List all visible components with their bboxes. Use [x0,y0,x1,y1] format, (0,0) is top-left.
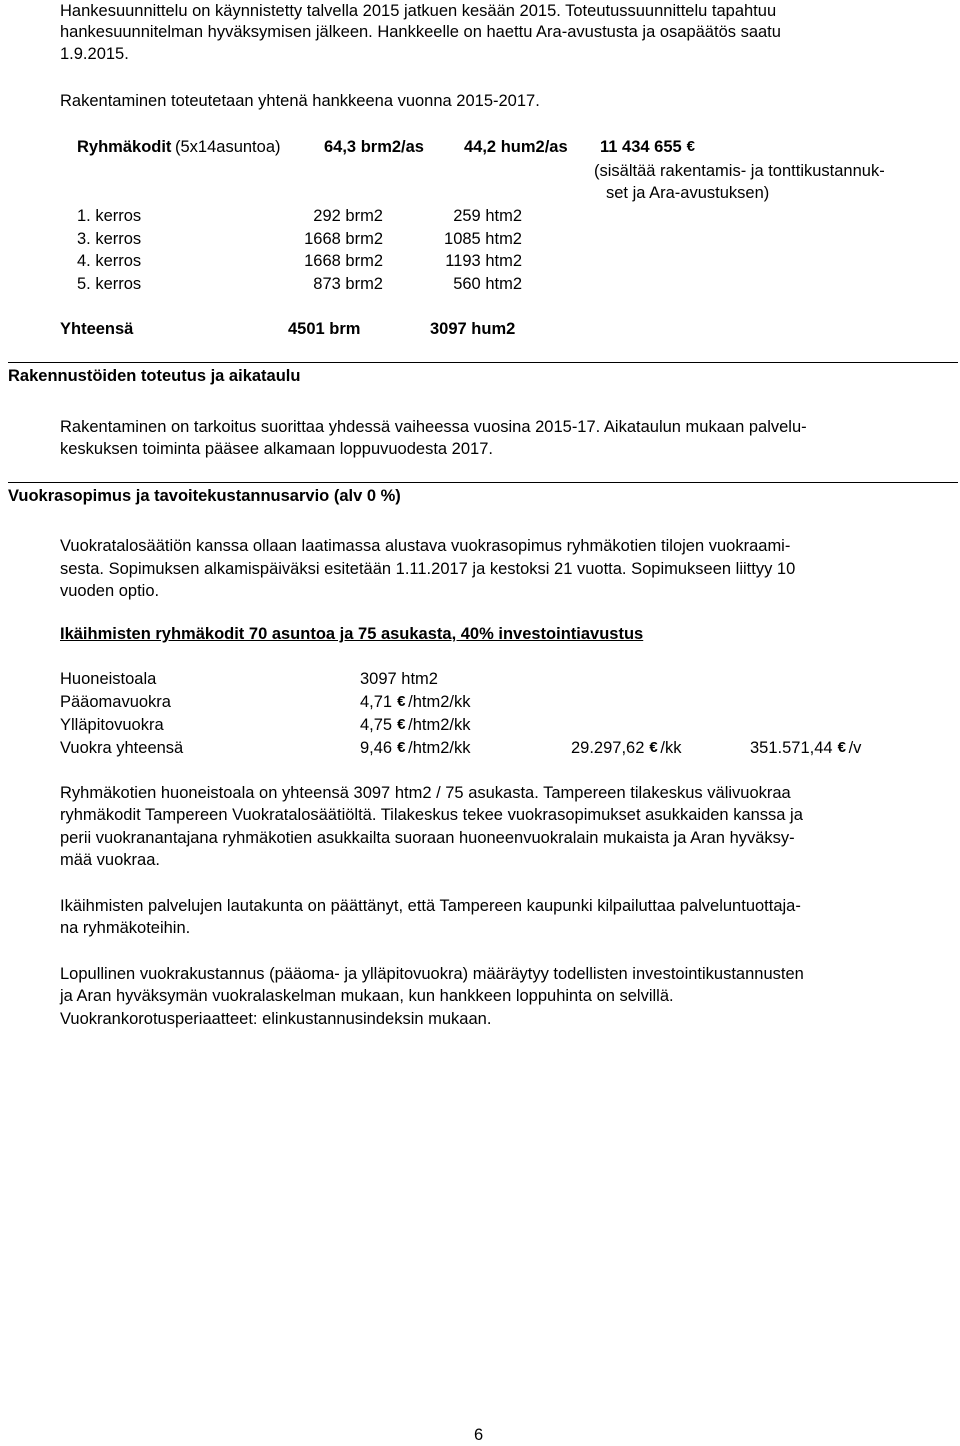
page-number: 6 [474,1426,484,1444]
vuokrasopimus-line-2: sesta. Sopimuksen alkamispäiväksi esitetään 1.11.2017 ja kestoksi 21 vuotta. Sopimukseen liittyy 10 [60,560,796,578]
ryhmakodit-label: Ryhmäkodit [77,138,172,156]
intro-line-2: hankesuunnitelman hyväksymisen jälkeen. Hankkeelle on haettu Ara-avustusta ja osapäätös saatu [60,23,781,41]
rent-row-2-value [360,691,470,713]
rakennustyot-line-2: keskuksen toiminta pääsee alkamaan loppuvuodesta 2017. [60,440,493,458]
rent-row-2-label: Pääomavuokra [60,693,171,711]
total-cost-value: 11 434 655 [600,138,682,156]
rent-row-4-label: Vuokra yhteensä [60,739,184,757]
rent-row-2-unit: /htm2/kk [408,693,471,711]
ryhmakodit-units: (5x14asuntoa) [175,138,281,156]
cost-note-line-2: set ja Ara-avustuksen) [606,184,770,202]
para3-line-1: Lopullinen vuokrakustannus (pääoma- ja ylläpitovuokra) määräytyy todellisten investointikustannusten [60,965,804,983]
para2-line-2: na ryhmäkoteihin. [60,919,191,937]
rent-monthly-unit: /kk [660,739,682,757]
section-divider-2 [8,482,958,483]
vuokrasopimus-heading: Vuokrasopimus ja tavoitekustannusarvio (alv 0 %) [8,487,401,505]
rent-yearly-amount: 351.571,44 [750,739,833,757]
para3-line-2: ja Aran hyväksymän vuokralaskelman mukaan, kun hankkeen loppuhinta on selvillä. [60,987,674,1005]
total-hum: 3097 hum2 [430,320,516,338]
rent-row-1-label: Huoneistoala [60,670,157,688]
total-cost [600,136,698,158]
rent-row-2-amount: 4,71 [360,693,393,711]
para1-line-4: mää vuokraa. [60,851,160,869]
para1-line-2: ryhmäkodit Tampereen Vuokratalosäätiöltä. Tilakeskus tekee vuokrasopimukset asukkaiden kanssa ja [60,806,803,824]
rent-monthly-amount: 29.297,62 [571,739,645,757]
floor-3-brm: 1668 brm2 [304,230,383,248]
rakennustyot-line-1: Rakentaminen on tarkoitus suorittaa yhdessä vaiheessa vuosina 2015-17. Aikataulun mukaan palvelu- [60,418,807,436]
para2-line-1: Ikäihmisten palvelujen lautakunta on päättänyt, että Tampereen kaupunki kilpailuttaa palveluntuottaja- [60,897,801,915]
section-divider [8,362,958,363]
intro-line-3: 1.9.2015. [60,45,129,63]
ikaihmiset-heading: Ikäihmisten ryhmäkodit 70 asuntoa ja 75 asukasta, 40% investointiavustus [60,625,644,643]
euro-icon [397,694,408,708]
rent-row-3-unit: /htm2/kk [408,716,471,734]
floor-3-label: 3. kerros [77,230,142,248]
floor-3-htm: 1085 htm2 [444,230,522,248]
floor-1-brm: 292 brm2 [313,207,383,225]
euro-icon [838,740,849,754]
floor-1-label: 1. kerros [77,207,142,225]
para1-line-3: perii vuokranantajana ryhmäkotien asukkailta suoraan huoneenvuokralain mukaista ja Aran hyväksy- [60,829,795,847]
para3-line-3: Vuokrankorotusperiaatteet: elinkustannusindeksin mukaan. [60,1010,492,1028]
floor-5-label: 5. kerros [77,275,142,293]
para1-line-1: Ryhmäkotien huoneistoala on yhteensä 3097 htm2 / 75 asukasta. Tampereen tilakeskus välivuokraa [60,784,791,802]
rent-yearly [750,737,861,759]
rent-monthly [571,737,682,759]
schedule-text: Rakentaminen toteutetaan yhtenä hankkeena vuonna 2015-2017. [60,92,540,110]
floor-4-label: 4. kerros [77,252,142,270]
floor-5-htm: 560 htm2 [453,275,522,293]
total-brm: 4501 brm [288,320,361,338]
floor-5-brm: 873 brm2 [313,275,383,293]
rakennustyot-heading: Rakennustöiden toteutus ja aikataulu [8,367,301,385]
hum-per-as: 44,2 hum2/as [464,138,568,156]
rent-row-4-unit: /htm2/kk [408,739,471,757]
rent-row-3-label: Ylläpitovuokra [60,716,164,734]
floor-4-htm: 1193 htm2 [445,252,522,270]
euro-icon [397,717,408,731]
brm-per-as: 64,3 brm2/as [324,138,424,156]
rent-row-3-amount: 4,75 [360,716,393,734]
rent-row-4-value [360,737,470,759]
euro-icon [687,139,698,153]
euro-icon [397,740,408,754]
rent-row-1-value: 3097 htm2 [360,670,438,688]
vuokrasopimus-line-3: vuoden optio. [60,582,160,600]
total-label: Yhteensä [60,320,134,338]
intro-line-1: Hankesuunnittelu on käynnistetty talvella 2015 jatkuen kesään 2015. Toteutussuunnittelu tapahtuu [60,2,777,20]
vuokrasopimus-line-1: Vuokratalosäätiön kanssa ollaan laatimassa alustava vuokrasopimus ryhmäkotien tilojen vuokraami- [60,537,791,555]
euro-icon [649,740,660,754]
rent-yearly-unit: /v [848,739,862,757]
floor-4-brm: 1668 brm2 [304,252,383,270]
floor-1-htm: 259 htm2 [453,207,522,225]
rent-row-3-value [360,714,470,736]
rent-row-4-amount: 9,46 [360,739,393,757]
cost-note-line-1: (sisältää rakentamis- ja tonttikustannuk- [594,162,885,180]
